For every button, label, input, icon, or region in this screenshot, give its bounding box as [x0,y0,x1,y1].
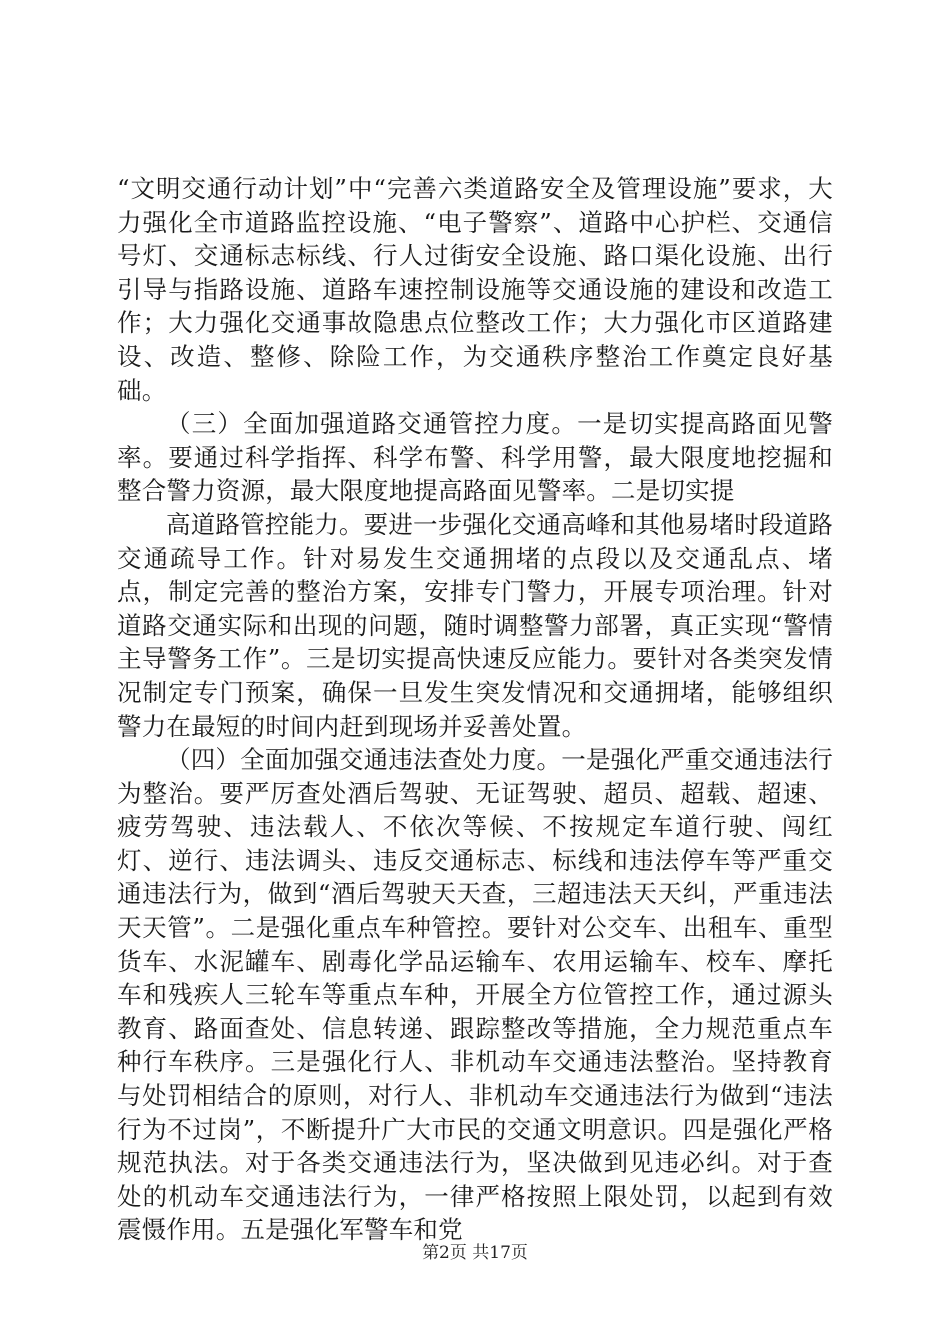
paragraph-section-four: （四）全面加强交通违法查处力度。一是强化严重交通违法行为整治。要严厉查处酒后驾驶、无证驾驶、超员、超载、超速、疲劳驾驶、违法载人、不依次等候、不按规定车道行驶、闯红灯、逆行、违法调头、违反交通标志、标线和违法停车等严重交通违法行为，做到“酒后驾驶天天查，三超违法天天纠，严重违法天天管”。二是强化重点车种管控。要针对公交车、出租车、重型货车、水泥罐车、剧毒化学品运输车、农用运输车、校车、摩托车和残疾人三轮车等重点车种，开展全方位管控工作，通过源头教育、路面查处、信息转递、跟踪整改等措施，全力规范重点车种行车秩序。三是强化行人、非机动车交通违法整治。坚持教育与处罚相结合的原则，对行人、非机动车交通违法行为做到“违法行为不过岗”，不断提升广大市民的交通文明意识。四是强化严格规范执法。对于各类交通违法行为，坚决做到见违必纠。对于查处的机动车交通违法行为，一律严格按照上限处罚，以起到有效震慑作用。五是强化军警车和党 [117,745,833,1245]
paragraph-road-control: 高道路管控能力。要进一步强化交通高峰和其他易堵时段道路交通疏导工作。针对易发生交通拥堵的点段以及交通乱点、堵点，制定完善的整治方案，安排专门警力，开展专项治理。针对道路交通实际和出现的问题，随时调整警力部署，真正实现“警情主导警务工作”。三是切实提高快速反应能力。要针对各类突发情况制定专门预案，确保一旦发生突发情况和交通拥堵，能够组织警力在最短的时间内赶到现场并妥善处置。 [117,509,833,741]
document-body [117,172,833,1247]
paragraph-facilities: “文明交通行动计划”中“完善六类道路安全及管理设施”要求，大力强化全市道路监控设施、“电子警察”、道路中心护栏、交通信号灯、交通标志标线、行人过街安全设施、路口渠化设施、出行引导与指路设施、道路车速控制设施等交通设施的建设和改造工作；大力强化交通事故隐患点位整改工作；大力强化市区道路建设、改造、整修、除险工作，为交通秩序整治工作奠定良好基础。 [117,174,833,405]
page-number-footer: 第2页 共17页 [422,1243,528,1263]
paragraph-section-three: （三）全面加强道路交通管控力度。一是切实提高路面见警率。要通过科学指挥、科学布警、科学用警，最大限度地挖掘和整合警力资源，最大限度地提高路面见警率。二是切实提 [117,409,833,506]
